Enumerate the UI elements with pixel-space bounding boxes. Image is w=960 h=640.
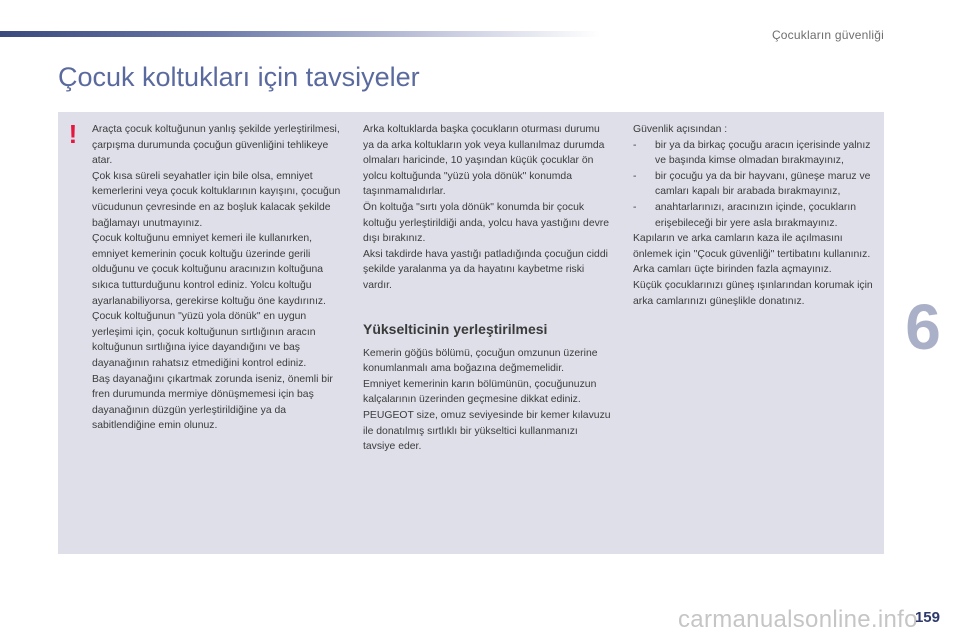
paragraph: Küçük çocuklarınızı güneş ışınlarından korumak için arka camlarınızı güneşlikle donatınız. bbox=[633, 279, 873, 307]
paragraph: Çok kısa süreli seyahatler için bile olsa, emniyet kemerlerini veya çocuk koltuklarının kayışını, çocuğun vücudunun çevresinde en az boşluk kalacak şekilde bağlamayı unutmayınız. bbox=[92, 170, 341, 229]
page-title: Çocuk koltukları için tavsiyeler bbox=[58, 62, 420, 92]
paragraph: Kapıların ve arka camların kaza ile açılmasını önlemek için "Çocuk güvenliği" tertibatını kullanınız. bbox=[633, 233, 871, 260]
paragraph: Baş dayanağını çıkartmak zorunda iseniz, önemli bir fren durumunda mermiye dönüşmemesi için baş dayanağının düzgün yerleştirildiğine ya da sabitlendiğine emin olunuz. bbox=[92, 373, 333, 432]
list-item-text: bir ya da birkaç çocuğu aracın içerisinde yalnız ve başında kimse olmadan bırakmayınız, bbox=[655, 139, 871, 167]
list-dash: - bbox=[633, 139, 637, 151]
paragraph: Çocuk koltuğunun "yüzü yola dönük" en uygun yerleşimi için, çocuk koltuğunun sırtlığının aracın koltuğunun sırtlığına iyice dayandığını ve baş dayanağının rahatsız etmediğini kontrol ediniz. bbox=[92, 311, 316, 369]
list-item bbox=[633, 138, 881, 169]
watermark: carmanualsonline.info bbox=[678, 606, 918, 633]
paragraph: PEUGEOT size, omuz seviyesinde bir kemer kılavuzu ile donatılmış sırtlıklı bir yükseltici kullanmanızı tavsiye eder. bbox=[363, 409, 611, 453]
paragraph: Çocuk koltuğunu emniyet kemeri ile kullanırken, emniyet kemerinin çocuk koltuğu üzerinde gerili olduğunu ve çocuk koltuğunu aracınızın koltuğuna sıkıca tutturduğunu kontrol ediniz. Yolcu koltuğu ayarlanabiliyorsa, gerekirse koltuğu öne kaydırınız. bbox=[92, 233, 326, 307]
paragraph: Arka camları üçte birinden fazla açmayınız. bbox=[633, 264, 832, 276]
paragraph: Arka koltuklarda başka çocukların oturması durumu ya da arka koltukların yok veya kullanılmaz durumda olmaları haricinde, 10 yaşından küçük çocuklar ön yolcu koltuğunda "yüzü yola dönük" konumda taşınmamalıdırlar. bbox=[363, 124, 605, 198]
header-gradient-bar bbox=[0, 31, 600, 37]
list-item bbox=[633, 200, 881, 231]
list-item-text: bir çocuğu ya da bir hayvanı, güneşe maruz ve camları kapalı bir arabada bırakmayınız, bbox=[655, 170, 871, 198]
paragraph: Emniyet kemerinin karın bölümünün, çocuğunuzun kalçalarının üzerinden geçmesine dikkat ediniz. bbox=[363, 378, 597, 406]
list-dash: - bbox=[633, 201, 637, 213]
list-intro: Güvenlik açısından : bbox=[633, 124, 728, 135]
page-number: 159 bbox=[914, 609, 940, 626]
paragraph: Araçta çocuk koltuğunun yanlış şekilde yerleştirilmesi, çarpışma durumunda çocuğun güvenliğini tehlikeye atar. bbox=[92, 124, 340, 167]
list-item-text: anahtarlarınızı, aracınızın içinde, çocukların erişebileceği bir yere asla bırakmayınız. bbox=[655, 201, 856, 229]
chapter-number: 6 bbox=[905, 291, 941, 363]
column-left bbox=[92, 122, 342, 434]
column-middle bbox=[363, 122, 613, 455]
paragraph: Kemerin göğüs bölümü, çocuğun omzunun üzerine konumlanmalı ama boğazına değmemelidir. bbox=[363, 347, 598, 375]
warning-icon: ! bbox=[68, 119, 78, 149]
paragraph: Ön koltuğa "sırtı yola dönük" konumda bir çocuk koltuğu yerleştirildiği anda, yolcu hava yastığını devre dışı bırakınız. bbox=[363, 201, 610, 245]
list-item bbox=[633, 169, 881, 200]
subheading: Yükselticinin yerleştirilmesi bbox=[363, 320, 548, 337]
column-right bbox=[633, 122, 881, 309]
list-dash: - bbox=[633, 170, 637, 182]
section-title: Çocukların güvenliği bbox=[771, 28, 884, 42]
paragraph: Aksi takdirde hava yastığı patladığında çocuğun ciddi şekilde yaralanma ya da hayatını kaybetme riski vardır. bbox=[363, 248, 608, 291]
